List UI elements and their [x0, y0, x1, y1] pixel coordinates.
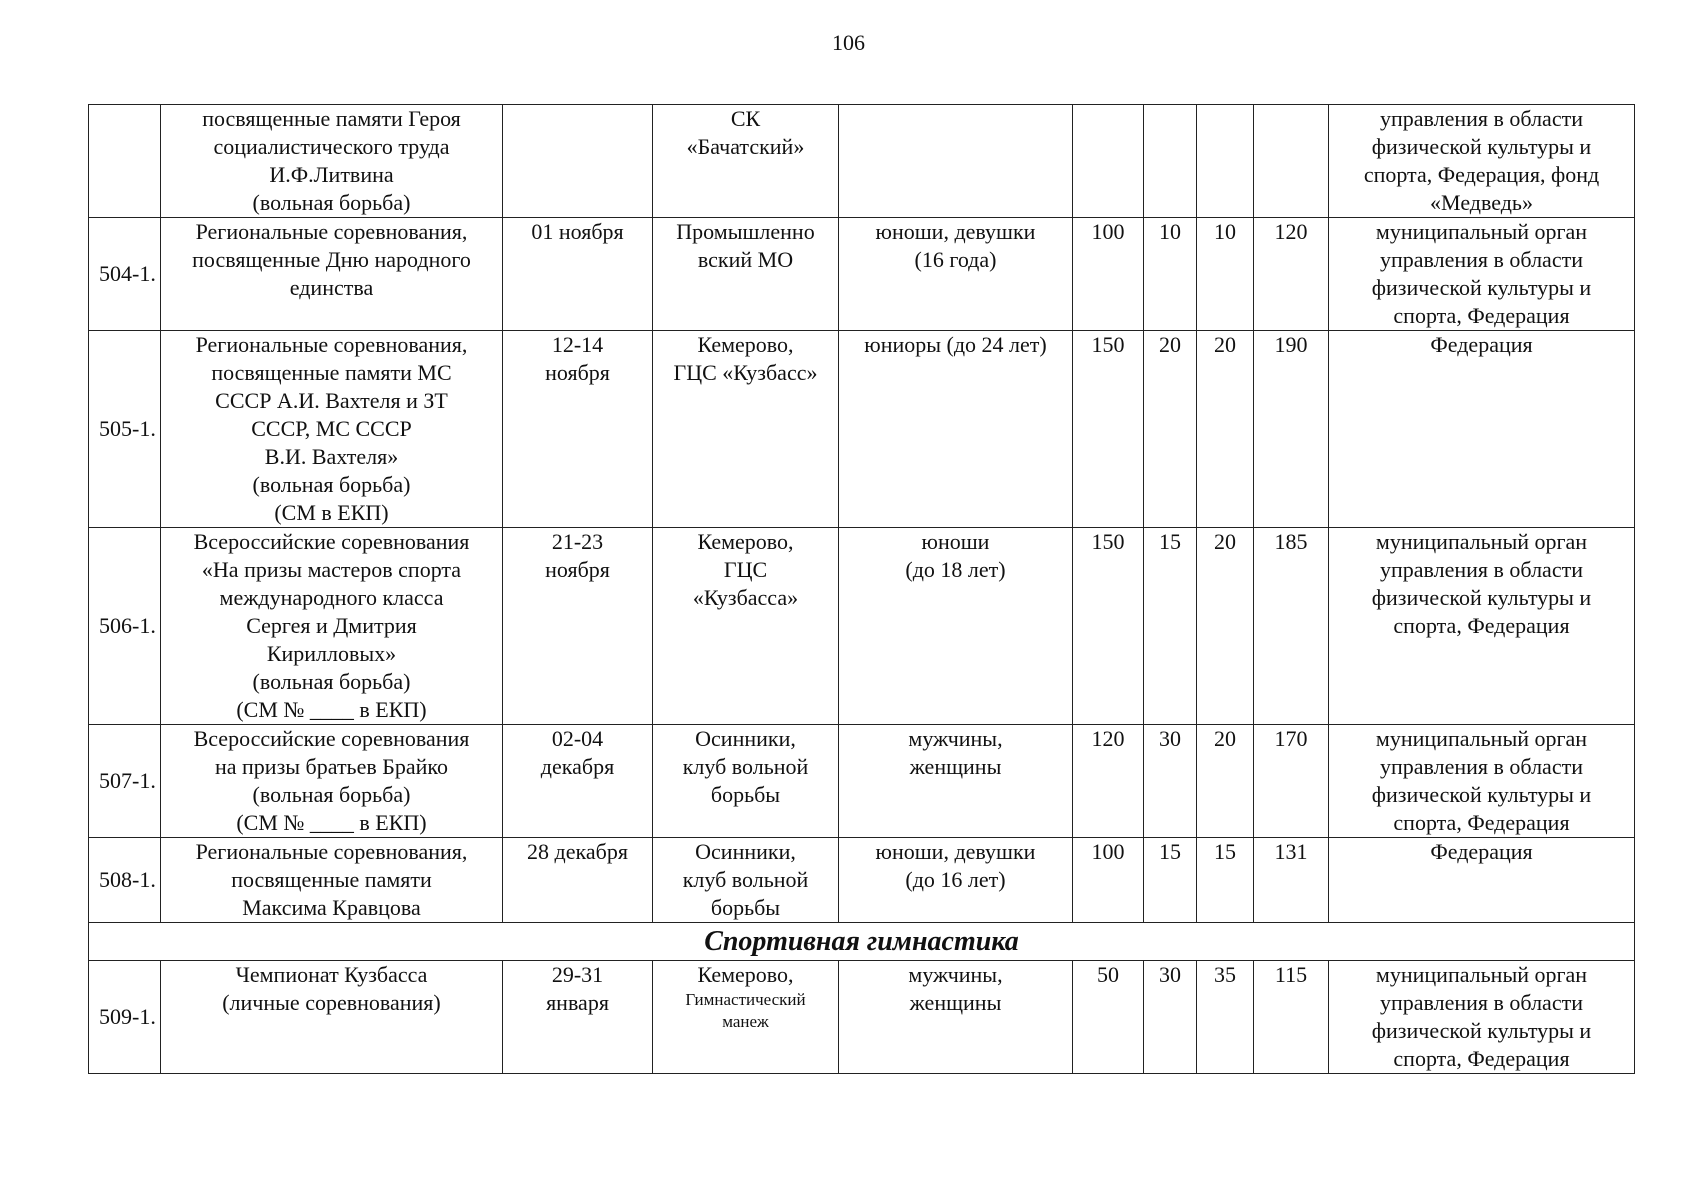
event-date: 28 декабря — [503, 838, 653, 923]
event-date: 02-04 декабря — [503, 725, 653, 838]
event-date — [503, 105, 653, 218]
table-row — [89, 528, 1635, 725]
count-1: 100 — [1073, 218, 1144, 331]
count-total — [1254, 105, 1329, 218]
event-participants: юноши, девушки (до 16 лет) — [839, 838, 1073, 923]
count-3: 20 — [1197, 528, 1254, 725]
event-venue: Кемерово, ГЦС «Кузбасса» — [653, 528, 839, 725]
count-2: 20 — [1144, 331, 1197, 528]
event-name: Региональные соревнования, посвященные памяти Максима Кравцова — [161, 838, 503, 923]
count-3: 15 — [1197, 838, 1254, 923]
event-name: посвященные памяти Героя социалистического труда И.Ф.Литвина (вольная борьба) — [161, 105, 503, 218]
events-table — [88, 104, 1635, 1074]
event-venue: Кемерово, ГЦС «Кузбасс» — [653, 331, 839, 528]
event-number: 509-1. — [89, 961, 161, 1074]
event-name: Региональные соревнования, посвященные Дню народного единства — [161, 218, 503, 331]
section-header-row — [89, 923, 1635, 961]
event-venue: Осинники, клуб вольной борьбы — [653, 725, 839, 838]
count-2: 15 — [1144, 528, 1197, 725]
count-3 — [1197, 105, 1254, 218]
count-2: 10 — [1144, 218, 1197, 331]
event-participants — [839, 105, 1073, 218]
count-2: 15 — [1144, 838, 1197, 923]
count-2: 30 — [1144, 961, 1197, 1074]
table-row — [89, 105, 1635, 218]
event-name: Чемпионат Кузбасса (личные соревнования) — [161, 961, 503, 1074]
event-name: Всероссийские соревнования «На призы мастеров спорта международного класса Сергея и Дмитрия Кирилловых» (вольная борьба) (СМ № ____ в ЕКП) — [161, 528, 503, 725]
event-number — [89, 105, 161, 218]
event-organizer: муниципальный орган управления в области физической культуры и спорта, Федерация — [1329, 528, 1635, 725]
event-number: 507-1. — [89, 725, 161, 838]
table-row — [89, 838, 1635, 923]
event-participants: юниоры (до 24 лет) — [839, 331, 1073, 528]
event-venue — [653, 961, 839, 1074]
count-total: 170 — [1254, 725, 1329, 838]
event-organizer: Федерация — [1329, 331, 1635, 528]
count-total: 120 — [1254, 218, 1329, 331]
event-venue: Осинники, клуб вольной борьбы — [653, 838, 839, 923]
event-number: 506-1. — [89, 528, 161, 725]
count-3: 20 — [1197, 725, 1254, 838]
count-3: 20 — [1197, 331, 1254, 528]
table-row — [89, 725, 1635, 838]
event-name: Всероссийские соревнования на призы братьев Брайко (вольная борьба) (СМ № ____ в ЕКП) — [161, 725, 503, 838]
event-number: 508-1. — [89, 838, 161, 923]
event-number: 505-1. — [89, 331, 161, 528]
event-participants: мужчины, женщины — [839, 961, 1073, 1074]
count-total: 190 — [1254, 331, 1329, 528]
event-venue: СК «Бачатский» — [653, 105, 839, 218]
event-participants: юноши, девушки (16 года) — [839, 218, 1073, 331]
count-total: 185 — [1254, 528, 1329, 725]
event-organizer: управления в области физической культуры и спорта, Федерация, фонд «Медведь» — [1329, 105, 1635, 218]
event-organizer: муниципальный орган управления в области физической культуры и спорта, Федерация — [1329, 218, 1635, 331]
count-1: 120 — [1073, 725, 1144, 838]
count-1: 50 — [1073, 961, 1144, 1074]
section-title: Спортивная гимнастика — [89, 923, 1635, 961]
venue-place: Гимнастический манеж — [685, 990, 806, 1031]
event-date: 12-14 ноября — [503, 331, 653, 528]
event-organizer: муниципальный орган управления в области физической культуры и спорта, Федерация — [1329, 961, 1635, 1074]
count-1: 150 — [1073, 331, 1144, 528]
event-date: 01 ноября — [503, 218, 653, 331]
page-number: 106 — [832, 30, 865, 55]
event-number: 504-1. — [89, 218, 161, 331]
event-name: Региональные соревнования, посвященные памяти МС СССР А.И. Вахтеля и ЗТ СССР, МС СССР В.И. Вахтеля» (вольная борьба) (СМ в ЕКП) — [161, 331, 503, 528]
count-1: 150 — [1073, 528, 1144, 725]
count-total: 115 — [1254, 961, 1329, 1074]
count-3: 35 — [1197, 961, 1254, 1074]
event-venue: Промышленно вский МО — [653, 218, 839, 331]
count-total: 131 — [1254, 838, 1329, 923]
venue-city: Кемерово, — [697, 962, 794, 987]
event-date: 21-23 ноября — [503, 528, 653, 725]
event-organizer: муниципальный орган управления в области физической культуры и спорта, Федерация — [1329, 725, 1635, 838]
count-1: 100 — [1073, 838, 1144, 923]
event-organizer: Федерация — [1329, 838, 1635, 923]
count-1 — [1073, 105, 1144, 218]
table-row — [89, 218, 1635, 331]
event-participants: мужчины, женщины — [839, 725, 1073, 838]
table-row — [89, 331, 1635, 528]
count-3: 10 — [1197, 218, 1254, 331]
count-2: 30 — [1144, 725, 1197, 838]
count-2 — [1144, 105, 1197, 218]
event-participants: юноши (до 18 лет) — [839, 528, 1073, 725]
event-date: 29-31 января — [503, 961, 653, 1074]
table-row — [89, 961, 1635, 1074]
